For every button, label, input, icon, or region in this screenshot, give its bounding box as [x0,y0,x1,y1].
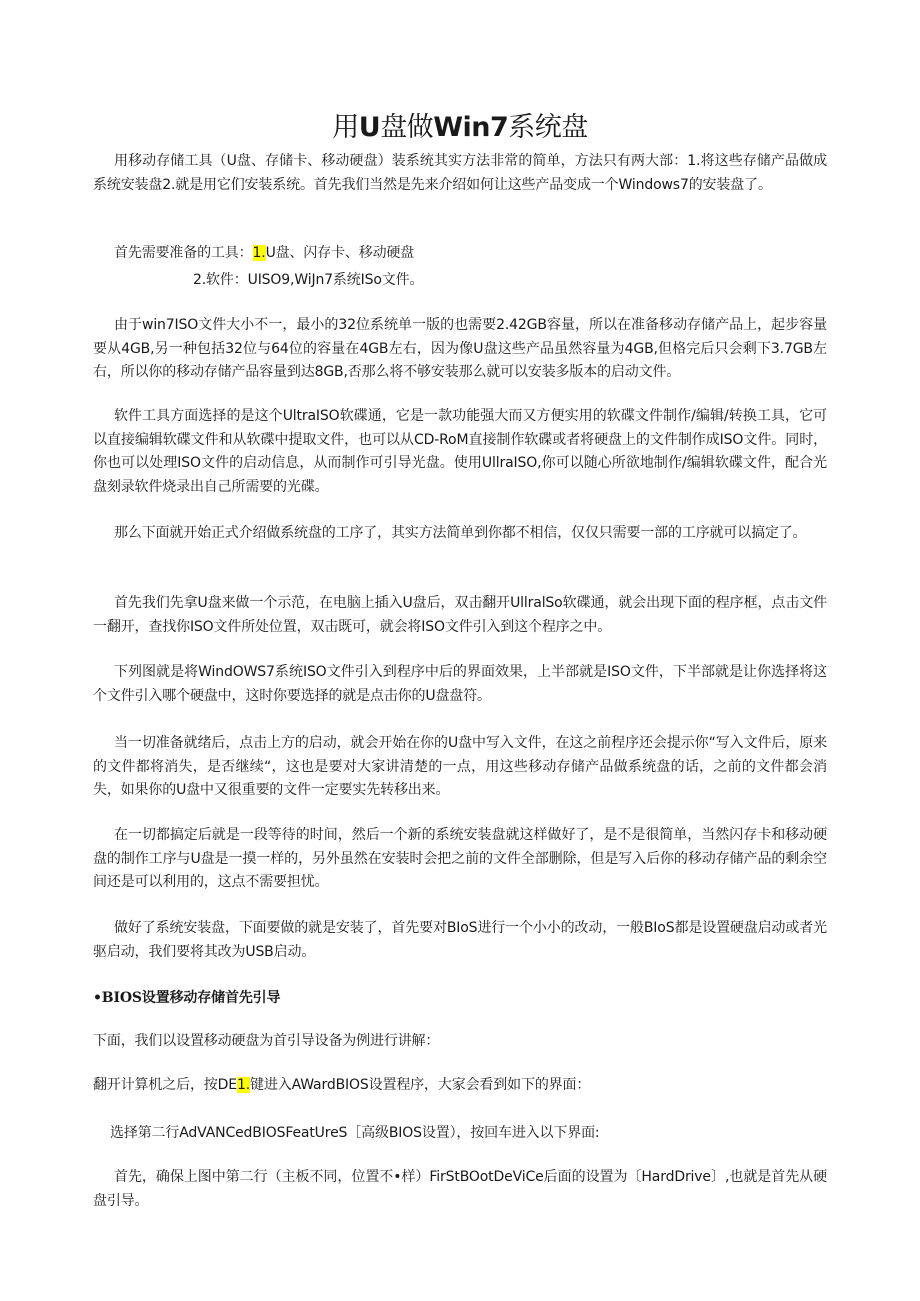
software-line: 2.软件：UISO9,WiJn7系统ISo文件。 [193,272,424,288]
bios-intro-paragraph: 做好了系统安装盘，下面要做的就是安装了，首先要对BIoS进行一个小小的改动，一般BIoS都是设置硬盘启动或者光驱启动，我们要将其改为USB启动。 [93,920,827,960]
advanced-bios-line: 选择第二行AdVANCedBIOSFeatUreS［高级BIOS设置），按回车进入以下界面: [110,1125,600,1141]
title-text: 系统盘 [508,112,588,144]
tools-line [93,242,827,266]
title-text: U [358,112,381,144]
step3-paragraph: 当一切准备就绪后，点击上方的启动，就会开始在你的U盘中写入文件，在这之前程序还会提示你“写入文件后，原来的文件都将消失，是否继续“，这也是要对大家讲清楚的一点，用这些移动存储产品做系统盘的话，之前的文件都会消失，如果你的U盘中又很重要的文件一定要实先转移出来。 [93,735,827,799]
tools-label: 首先需要准备的工具： [114,245,253,261]
highlight-mark: 1. [252,245,266,261]
boot-line [93,1074,827,1098]
title-text: 用 [332,112,359,144]
capacity-paragraph: 由于win7ISO文件大小不一，最小的32位系统单一版的也需要2.42GB容量，所以在准备移动存储产品上，起步容量要从4GB,另一种包括32位与64位的容量在4GB左右，因为像U盘这些产品虽然容量为4GB,但格完后只会剩下3.7GB左右，所以你的移动存储产品容量到达8GB,否那么将不够安装那么就可以安装多版本的启动文件。 [93,317,827,381]
bios-example-line: 下面，我们以设置移动硬盘为首引导设备为例进行讲解： [93,1033,440,1049]
intro-paragraph: 用移动存储工具（U盘、存储卡、移动硬盘）装系统其实方法非常的简单，方法只有两大部：1.将这些存储产品做成系统安装盘2.就是用它们安装系统。首先我们当然是先来介绍如何让这些产品变成一个Windows7的安装盘了。 [93,153,827,193]
first-boot-paragraph: 首先，确保上图中第二行（主板不同，位置不•样）FirStBOotDeViCe后面的设置为〔HardDrive〕,也就是首先从硬盘引导。 [93,1169,827,1209]
bios-section-heading: •BIOS设置移动存储首先引导 [93,990,281,1006]
boot-text: 键进入AWardBIOS设置程序，大家会看到如下的界面： [250,1077,591,1093]
step4-paragraph: 在一切都搞定后就是一段等待的时间，然后一个新的系统安装盘就这样做好了，是不是很简单，当然闪存卡和移动硬盘的制作工序与U盘是一摸一样的，另外虽然在安装时会把之前的文件全部删除，但是写入后你的移动存储产品的剩余空间还是可以利用的，这点不需要担忧。 [93,827,827,891]
highlight-mark: 1. [236,1077,251,1093]
step1-paragraph: 首先我们先拿U盘来做一个示范，在电脑上插入U盘后，双击翻开UllralSo软碟通，就会出现下面的程序框，点击文件一翻开，查找你ISO文件所处位置，双击既可，就会将ISO文件引入到这个程序之中。 [93,595,827,635]
title-text: Win7 [433,112,509,144]
step2-paragraph: 下列图就是将WindOWS7系统ISO文件引入到程序中后的界面效果，上半部就是ISO文件，下半部就是让你选择将这个文件引入哪个硬盘中，这时你要选择的就是点击你的U盘盘符。 [93,664,827,704]
tools-items: U盘、闪存卡、移动硬盘 [265,245,415,261]
ultraiso-paragraph: 软件工具方面选择的是这个UltraISO软碟通，它是一款功能强大而又方便实用的软碟文件制作/编辑/转换工具，它可以直接编辑软碟文件和从软碟中提取文件，也可以从CD-RoM直接制作软碟或者将硬盘上的文件制作成ISO文件。同时，你也可以处理ISO文件的启动信息，从而制作可引导光盘。使用UllraISO,你可以随心所欲地制作/编辑软碟文件，配合光盘刻录软件烧录出自己所需要的光碟。 [93,408,827,495]
page-title [0,108,920,148]
boot-text: 翻开计算机之后，按DE [93,1077,237,1093]
start-paragraph: 那么下面就开始正式介绍做系统盘的工序了，其实方法简单到你都不相信，仅仅只需要一部的工序就可以搞定了。 [114,525,807,541]
title-text: 盘做 [380,112,434,144]
